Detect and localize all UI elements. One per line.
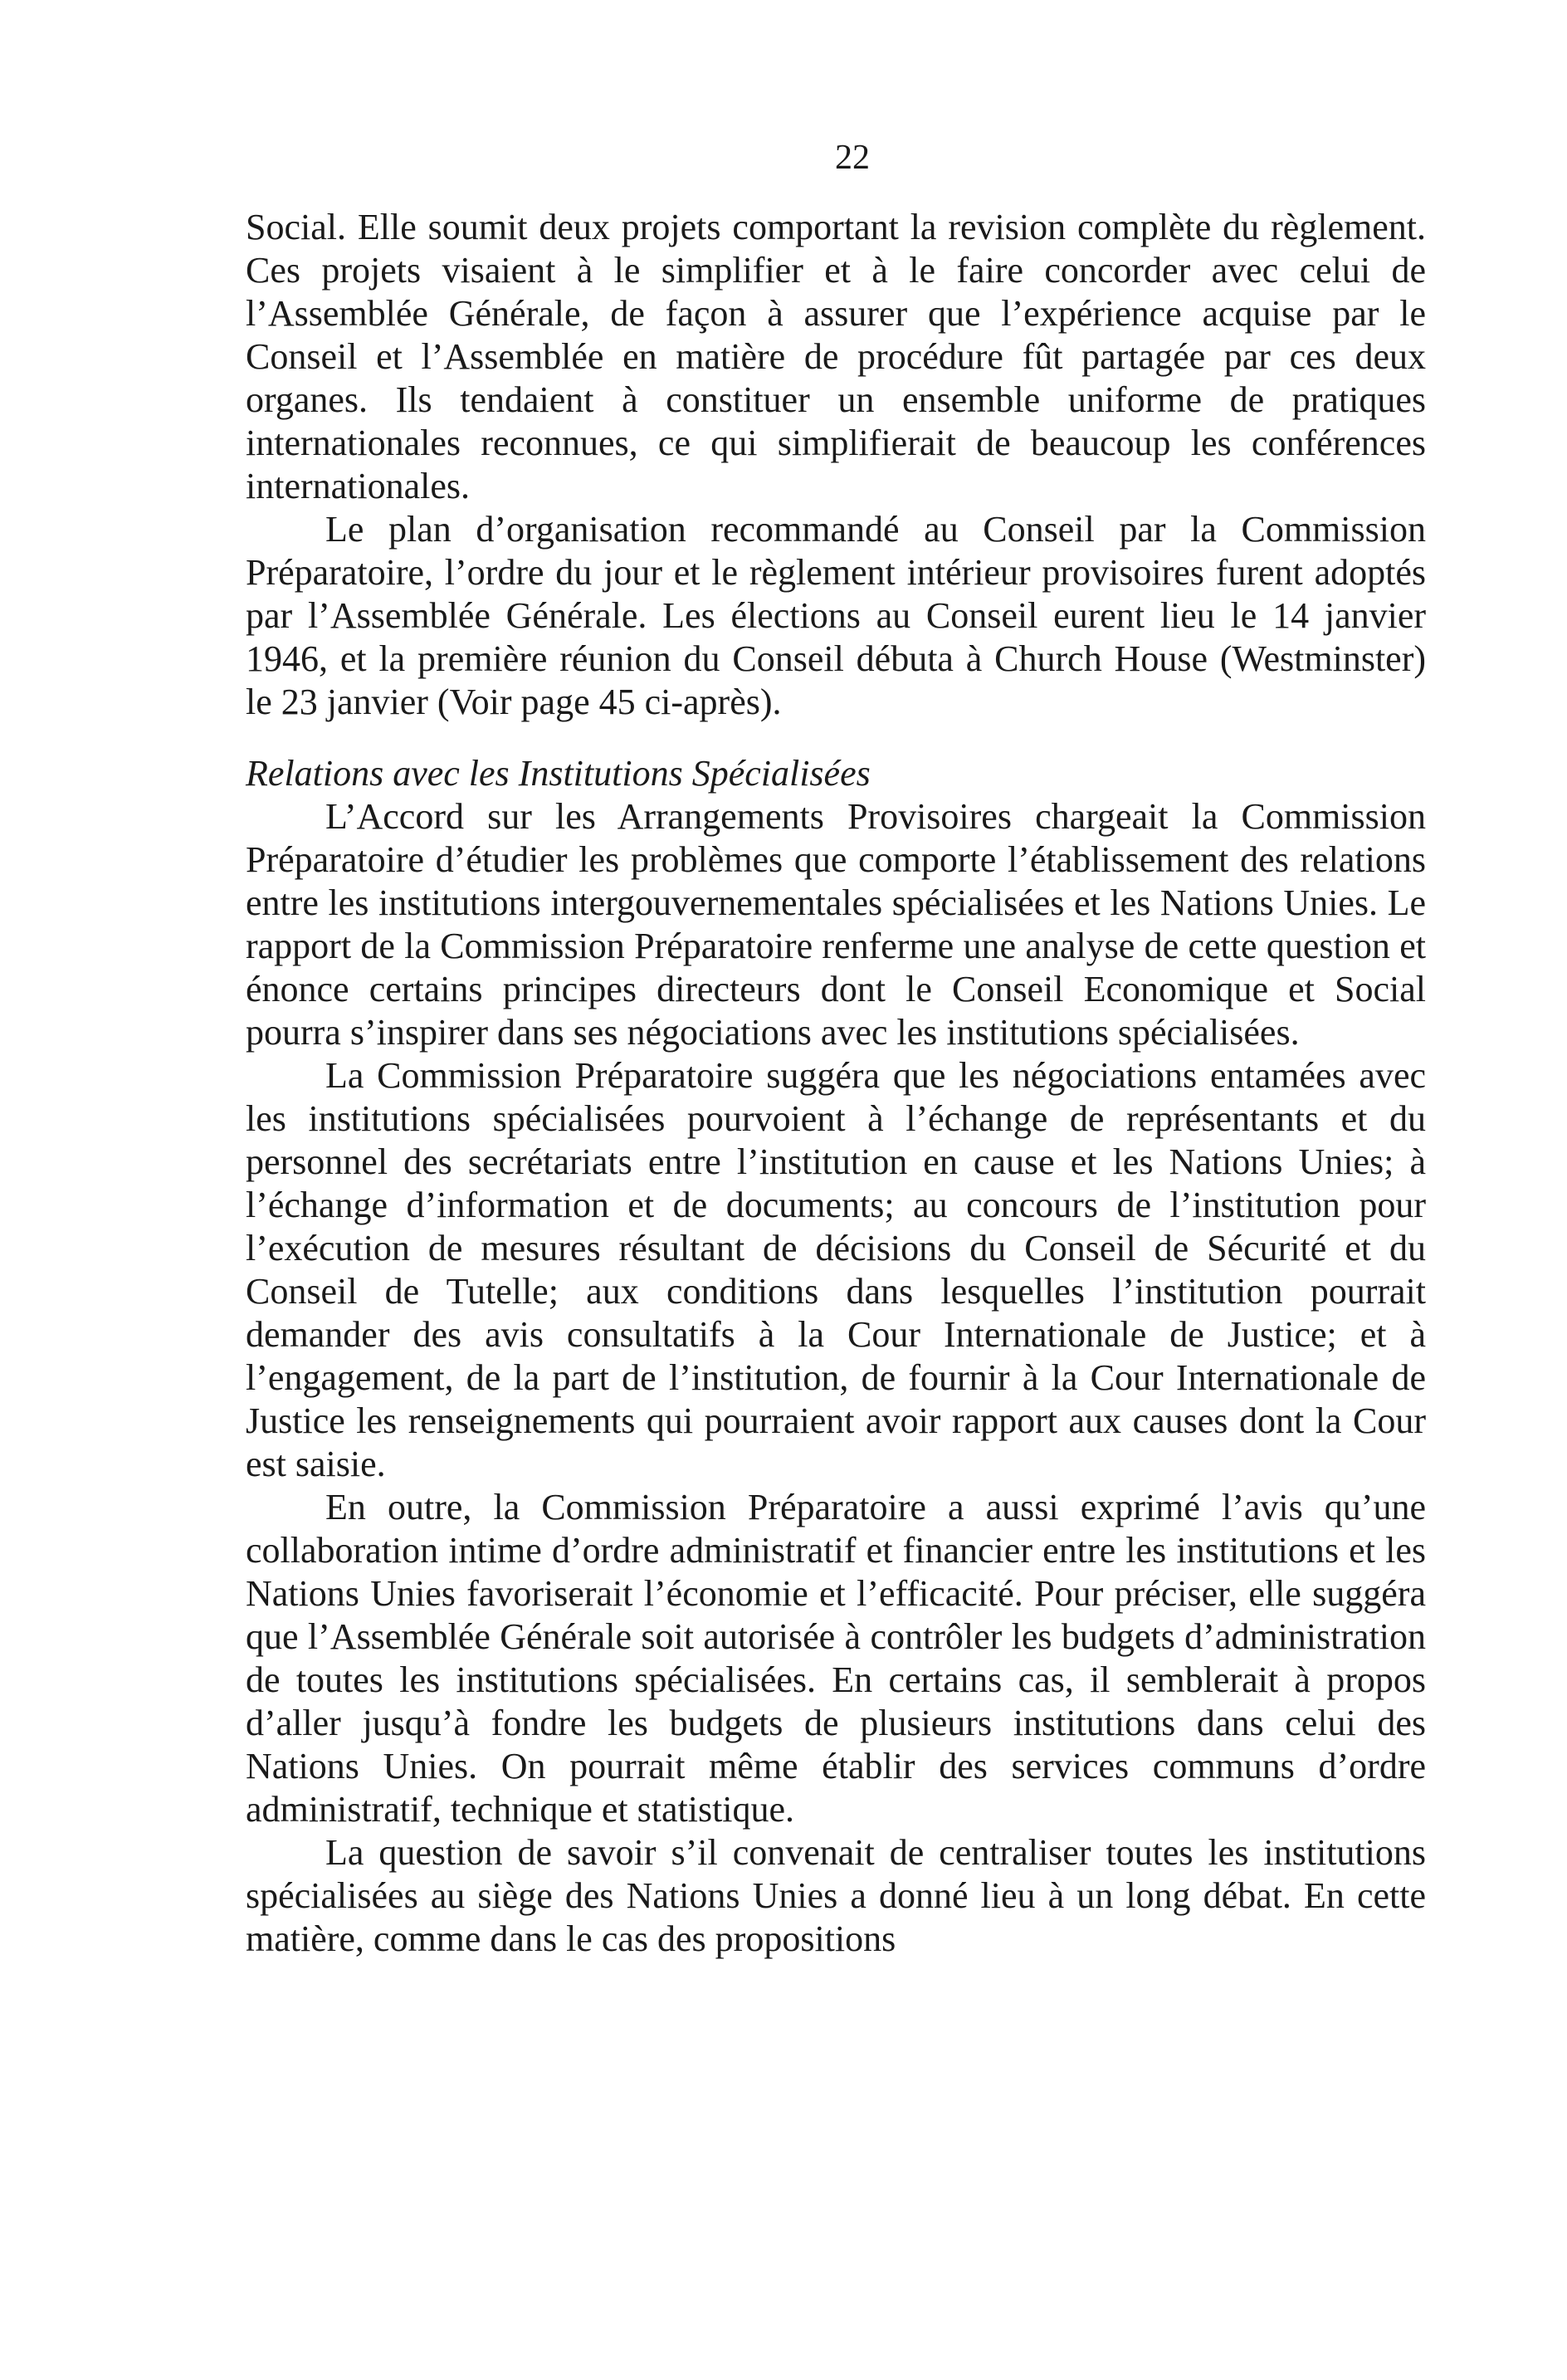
page-number: 22 bbox=[835, 139, 870, 177]
paragraph-social-council-rules: Social. Elle soumit deux projets comportant la revision complète du règlement. Ces projets visaient à le simplifier et à le faire concorder avec celui de l’Assemblée Générale, de façon à assurer que l’expérience acquise par le Conseil et l’Assemblée en matière de procédure fût partagée par ces deux organes. Ils tendaient à constituer un ensemble uniforme de pratiques internationales reconnues, ce qui simplifierait de beaucoup les conférences internationales. bbox=[246, 207, 1426, 506]
document-page bbox=[246, 133, 1426, 1961]
section-heading: Relations avec les Institutions Spécialisées bbox=[246, 753, 871, 794]
paragraph-centralisation-question: La question de savoir s’il convenait de centraliser toutes les institutions spécialisées au siège des Nations Unies a donné lieu à un long débat. En cette matière, comme dans le cas des propositions bbox=[246, 1832, 1426, 1959]
paragraph-negotiations: La Commission Préparatoire suggéra que les négociations entamées avec les institutions spécialisées pourvoient à l’échange de représentants et du personnel des secrétariats entre l’institution en cause et les Nations Unies; à l’échange d’information et de documents; au concours de l’institution pour l’exécution de mesures résultant de décisions du Conseil de Sécurité et du Conseil de Tutelle; aux conditions dans lesquelles l’institution pourrait demander des avis consultatifs à la Cour Internationale de Justice; et à l’engagement, de la part de l’institution, de fournir à la Cour Internationale de Justice les renseignements qui pourraient avoir rapport aux causes dont la Cour est saisie. bbox=[246, 1055, 1426, 1484]
paragraph-organisation-plan: Le plan d’organisation recommandé au Conseil par la Commission Préparatoire, l’ordre du jour et le règlement intérieur provisoires furent adoptés par l’Assemblée Générale. Les élections au Conseil eurent lieu le 14 janvier 1946, et la première réunion du Conseil débuta à Church House (Westminster) le 23 janvier (Voir page 45 ci-après). bbox=[246, 509, 1426, 722]
paragraph-administrative-collaboration: En outre, la Commission Préparatoire a aussi exprimé l’avis qu’une collaboration intime d’ordre administratif et financier entre les institutions et les Nations Unies favoriserait l’économie et l’efficacité. Pour préciser, elle suggéra que l’Assemblée Générale soit autorisée à contrôler les budgets d’administration de toutes les institutions spécialisées. En certains cas, il semblerait à propos d’aller jusqu’à fondre les budgets de plusieurs institutions dans celui des Nations Unies. On pourrait même établir des services communs d’ordre administratif, technique et statistique. bbox=[246, 1487, 1426, 1830]
paragraph-provisional-arrangements: L’Accord sur les Arrangements Provisoires chargeait la Commission Préparatoire d’étudier les problèmes que comporte l’établissement des relations entre les institutions intergouvernementales spécialisées et les Nations Unies. Le rapport de la Commission Préparatoire renferme une analyse de cette question et énonce certains principes directeurs dont le Conseil Economique et Social pourra s’inspirer dans ses négociations avec les institutions spécialisées. bbox=[246, 796, 1426, 1053]
